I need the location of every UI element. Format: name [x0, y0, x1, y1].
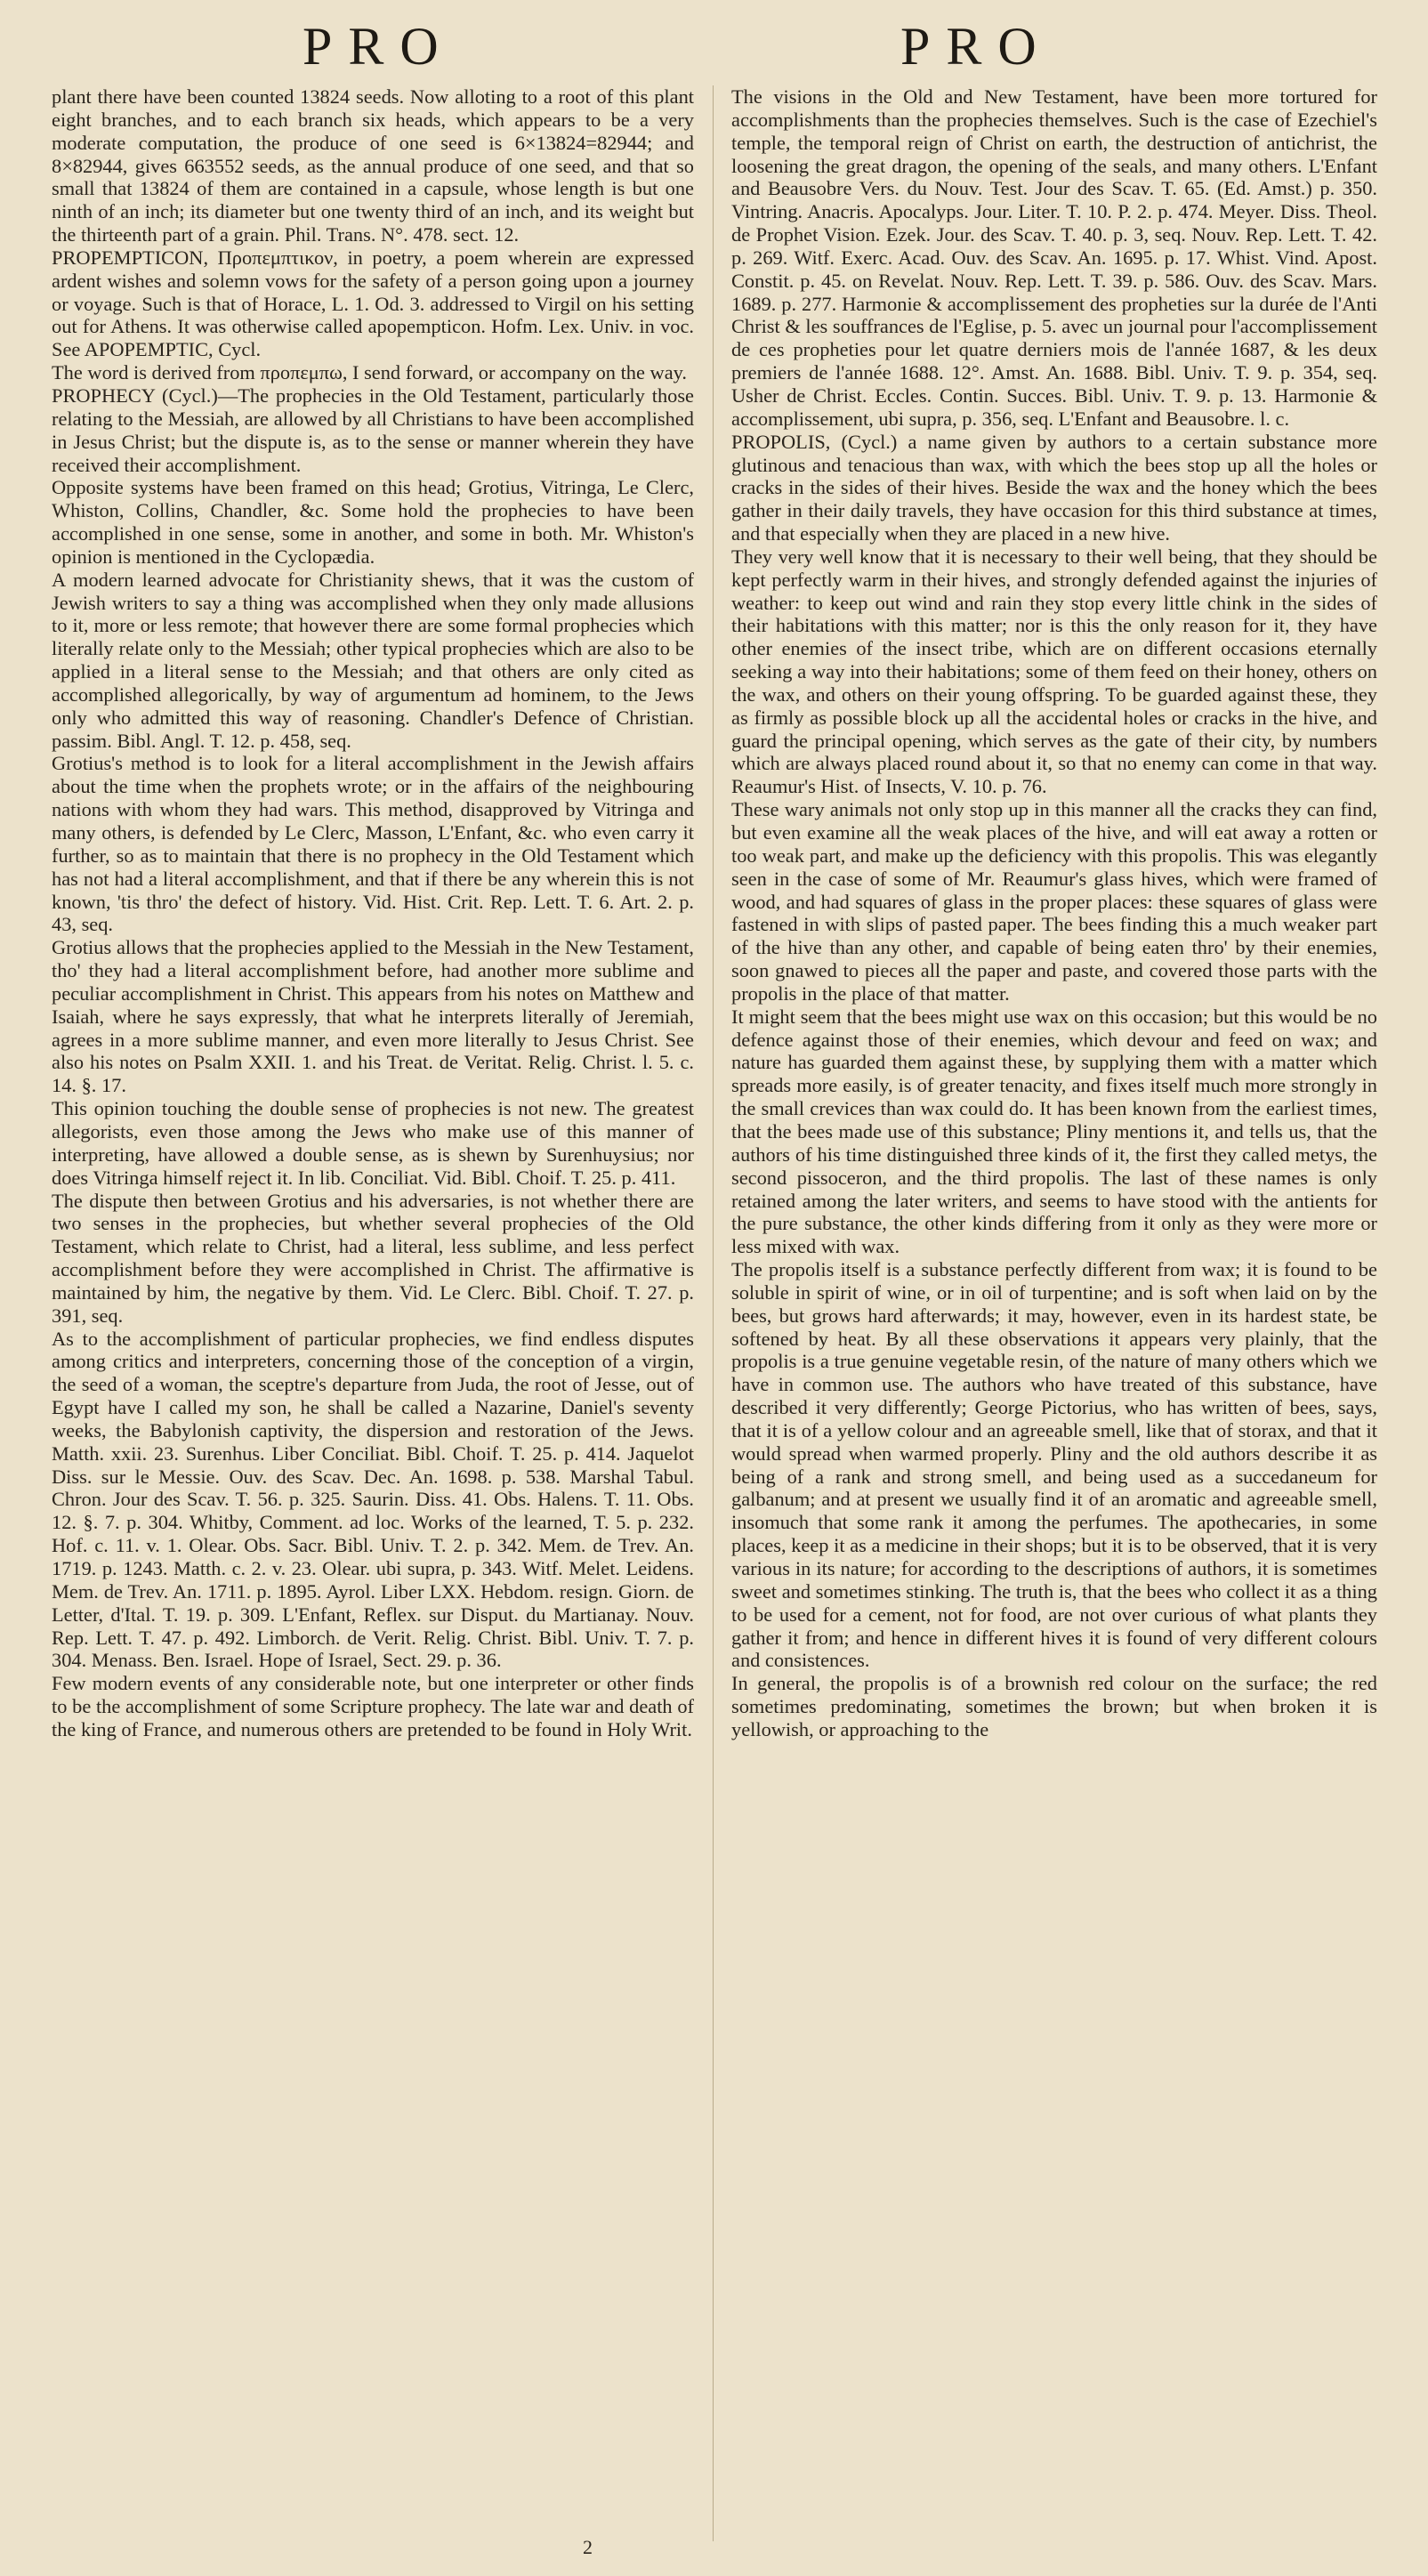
entry-prophecy: PROPHECY (Cycl.)—The prophecies in the Old Testament, particularly those relating to the Messiah, are allowed by all Christians to have been accomplished in Jesus Christ; but the dispute is, as to the sense or manner wherein they have received their accomplishment. [52, 384, 694, 476]
paragraph: As to the accomplishment of particular prophecies, we find endless disputes among critics and interpreters, concerning those of the conception of a virgin, the seed of a woman, the sceptre's departure from Juda, the root of Jesse, out of Egypt have I called my son, he shall be called a Nazarine, Daniel's seventy weeks, the Babylonish captivity, the dispersion and restoration of the Jews. Matth. xxii. 23. Surenhus. Liber Conciliat. Bibl. Choif. T. 25. p. 414. Jaquelot Diss. sur le Messie. Ouv. des Scav. Dec. An. 1698. p. 538. Marshal Tabul. Chron. Jour des Scav. T. 56. p. 325. Saurin. Diss. 41. Obs. Halens. T. 11. Obs. 12. §. 7. p. 304. Whitby, Comment. ad loc. Works of the learned, T. 5. p. 232. Hof. c. 11. v. 1. Olear. Obs. Sacr. Bibl. Univ. T. 2. p. 342. Mem. de Trev. An. 1719. p. 1243. Matth. c. 2. v. 23. Olear. ubi supra, p. 343. Witf. Melet. Leidens. Mem. de Trev. An. 1711. p. 1895. Ayrol. Liber LXX. Hebdom. resign. Giorn. de Letter, d'Ital. T. 19. p. 309. L'Enfant, Reflex. sur Disput. du Martianay. Nouv. Rep. Lett. T. 47. p. 492. Limborch. de Verit. Relig. Christ. Bibl. Univ. T. 7. p. 304. Menass. Ben. Israel. Hope of Israel, Sect. 29. p. 36. [52, 1327, 694, 1672]
entry-propempticon: PROPEMPTICON, Προπεμπτικον, in poetry, a poem wherein are expressed ardent wishes and solemn vows for the safety of a person going upon a journey or voyage. Such is that of Horace, L. 1. Od. 3. addressed to Virgil on his setting out for Athens. It was otherwise called apopempticon. Hofm. Lex. Univ. in voc. See APOPEMPTIC, Cycl. [52, 246, 694, 361]
page-number: 2 [583, 2536, 593, 2558]
paragraph: In general, the propolis is of a brownish red colour on the surface; the red sometimes predominating, sometimes the brown; but when broken it is yellowish, or approaching to the [731, 1672, 1377, 1740]
paragraph: It might seem that the bees might use wax on this occasion; but this would be no defence against those of their enemies, which devour and feed on wax; and nature has guarded them against these, by supplying them with a matter which spreads more easily, is of greater tenacity, and fixes itself much more strongly in the small crevices than wax could do. It has been known from the earliest times, that the bees made use of this substance; Pliny mentions it, and tells us, that the authors of his time distinguished three kinds of it, the first they called metys, the second pissoceron, and the third propolis. The last of these names is only retained among the later writers, and seems to have stood with the antients for the pure substance, the other kinds differing from it only as they were more or less mixed with wax. [731, 1005, 1377, 1258]
paragraph: The word is derived from προπεμπω, I send forward, or accompany on the way. [52, 361, 687, 384]
paragraph: A modern learned advocate for Christianity shews, that it was the custom of Jewish writers to say a thing was accomplished when they only made allusions to it, more or less remote; that however there are some formal prophecies which literally relate only to the Messiah; other typical prophecies which are also to be applied in a literal sense to the Messiah; and that others are only cited as accomplished allegorically, by way of argumentum ad hominem, to the Jews only who admitted this way of reasoning. Chandler's Defence of Christian. passim. Bibl. Angl. T. 12. p. 458, seq. [52, 568, 694, 752]
paragraph: These wary animals not only stop up in this manner all the cracks they can find, but even examine all the weak places of the hive, and will eat away a rotten or too weak part, and make up the deficiency with this propolis. This was elegantly seen in the case of some of Mr. Reaumur's glass hives, which were framed of wood, and had squares of glass in the proper places: these squares of glass were fastened in with slips of pasted paper. The bees finding this a much weaker part of the hive than any other, and capable of being eaten thro' by their enemies, soon gnawed to pieces all the paper and paste, and covered those parts with the propolis in the place of that matter. [731, 798, 1377, 1005]
paragraph: They very well know that it is necessary to their well being, that they should be kept perfectly warm in their hives, and strongly defended against the injuries of weather: to keep out wind and rain they stop every little chink in the sides of their habitations with this matter; nor is this the only reason for it, they have other enemies of the insect tribe, which are on different occasions eternally seeking a way into their habitations; some of them feed on their honey, others on the wax, and others on their young offspring. To be guarded against these, they as firmly as possible block up all the accidental holes or cracks in the hive, and guard the principal opening, which serves as the gate of their city, by numbers which are always placed round about it, so that no enemy can come in that way. Reaumur's Hist. of Insects, V. 10. p. 76. [731, 545, 1377, 798]
entry-propolis: PROPOLIS, (Cycl.) a name given by authors to a certain substance more glutinous and tenacious than wax, with which the bees stop up all the holes or cracks in the sides of their hives. Beside the wax and the honey which the bees gather in their daily travels, they have occasion for this third substance at times, and that especially when they are placed in a new hive. [731, 430, 1377, 545]
paragraph: Opposite systems have been framed on this head; Grotius, Vitringa, Le Clerc, Whiston, Collins, Chandler, &c. Some hold the prophecies to have been accomplished in one sense, some in another, and some in both. Mr. Whiston's opinion is mentioned in the Cyclopædia. [52, 476, 694, 568]
left-column [52, 85, 694, 2557]
column-divider [713, 85, 714, 2541]
paragraph: This opinion touching the double sense of prophecies is not new. The greatest allegorists, even those among the Jews who make use of this manner of interpreting, have allowed a double sense, as is shewn by Surenhuysius; nor does Vitringa himself reject it. In lib. Conciliat. Vid. Bibl. Choif. T. 25. p. 411. [52, 1097, 694, 1189]
running-head-right: PRO [900, 17, 1053, 76]
running-head-left: PRO [303, 17, 455, 76]
paragraph: Grotius allows that the prophecies applied to the Messiah in the New Testament, tho' they had a literal accomplishment before, had another more sublime and peculiar accomplishment in Christ. This appears from his notes on Matthew and Isaiah, where he says expressly, that what he interprets literally of Jeremiah, agrees in a more sublime manner, and even more literally to Jesus Christ. See also his notes on Psalm XXII. 1. and his Treat. de Veritat. Relig. Christ. l. 5. c. 14. §. 17. [52, 936, 694, 1097]
paragraph: plant there have been counted 13824 seeds. Now alloting to a root of this plant eight branches, and to each branch six heads, which appears to be a very moderate computation, the produce of one seed is 6×13824=82944; and 8×82944, gives 663552 seeds, as the annual produce of one seed, and that so small that 13824 of them are contained in a capsule, whose length is but one ninth of an inch; its diameter but one twenty third of an inch, and its weight but the thirteenth part of a grain. Phil. Trans. N°. 478. sect. 12. [52, 85, 694, 246]
paragraph: The dispute then between Grotius and his adversaries, is not whether there are two senses in the prophecies, but whether several prophecies of the Old Testament, which relate to Christ, had a literal, less sublime, and less perfect accomplishment before they were accomplished in Christ. The affirmative is maintained by him, the negative by them. Vid. Le Clerc. Bibl. Choif. T. 27. p. 391, seq. [52, 1189, 694, 1327]
paragraph: The propolis itself is a substance perfectly different from wax; it is found to be soluble in spirit of wine, or in oil of turpentine; and is soft when laid on by the bees, but grows hard afterwards; it may, however, even in its hardest state, be softened by heat. By all these observations it appears very plainly, that the propolis is a true genuine vegetable resin, of the nature of many others which we have in common use. The authors who have treated of this substance, have described it very differently; George Pictorius, who has written of bees, says, that it is of a yellow colour and an agreeable smell, like that of storax, and that it would spread when warmed properly. Pliny and the old authors describe it as being of a rank and strong smell, and being used as a succedaneum for galbanum; and at present we usually find it of an aromatic and agreeable smell, insomuch that some rank it among the perfumes. The apothecaries, in some places, keep it as a medicine in their shops; but it is to be observed, that it is very various in its nature; for according to the descriptions of authors, it is sometimes sweet and sometimes stinking. The truth is, that the bees who collect it as a thing to be used for a cement, not for food, are not over curious of what plants they gather it from; and hence in different hives it is found of very different colours and consistences. [731, 1258, 1377, 1672]
paragraph: The visions in the Old and New Testament, have been more tortured for accomplishments than the prophecies themselves. Such is the case of Ezechiel's temple, the temporal reign of Christ on earth, the destruction of antichrist, the loosening the great dragon, the opening of the seals, and many others. L'Enfant and Beausobre Vers. du Nouv. Test. Jour des Scav. T. 65. (Ed. Amst.) p. 350. Vintring. Anacris. Apocalyps. Jour. Liter. T. 10. P. 2. p. 474. Meyer. Diss. Theol. de Prophet Vision. Ezek. Jour. des Scav. T. 40. p. 3, seq. Nouv. Rep. Lett. T. 42. p. 269. Witf. Exerc. Acad. Ouv. des Scav. An. 1695. p. 17. Whist. Vind. Apost. Constit. p. 45. on Revelat. Nouv. Rep. Lett. T. 39. p. 586. Ouv. des Scav. Mars. 1689. p. 277. Harmonie & accomplissement des propheties sur la durée de l'Anti Christ & les souffrances de l'Eglise, p. 5. avec un journal pour l'accomplissement de ces propheties pour let quatre derniers mois de l'année 1687, & les deux premiers de l'année 1688. 12°. Amst. An. 1688. Bibl. Univ. T. 9. p. 354, seq. Usher de Christ. Eccles. Contin. Succes. Bibl. Univ. T. 9. p. 13. Harmonie & accomplissement, ubi supra, p. 356, seq. L'Enfant and Beausobre. l. c. [731, 85, 1377, 430]
right-column [731, 85, 1377, 2557]
paragraph: Few modern events of any considerable note, but one interpreter or other finds to be the accomplishment of some Scripture prophecy. The late war and death of the king of France, and numerous others are pretended to be found in Holy Writ. [52, 1672, 694, 1740]
paragraph: Grotius's method is to look for a literal accomplishment in the Jewish affairs about the time when the prophets wrote; or in the affairs of the neighbouring nations with whom they had wars. This method, disapproved by Vitringa and many others, is defended by Le Clerc, Masson, L'Enfant, &c. who even carry it further, so as to maintain that there is no prophecy in the Old Testament which has not had a literal accomplishment, and that if there be any wherein this is not known, 'tis thro' the defect of history. Vid. Hist. Crit. Rep. Lett. T. 6. Art. 2. p. 43, seq. [52, 752, 694, 936]
